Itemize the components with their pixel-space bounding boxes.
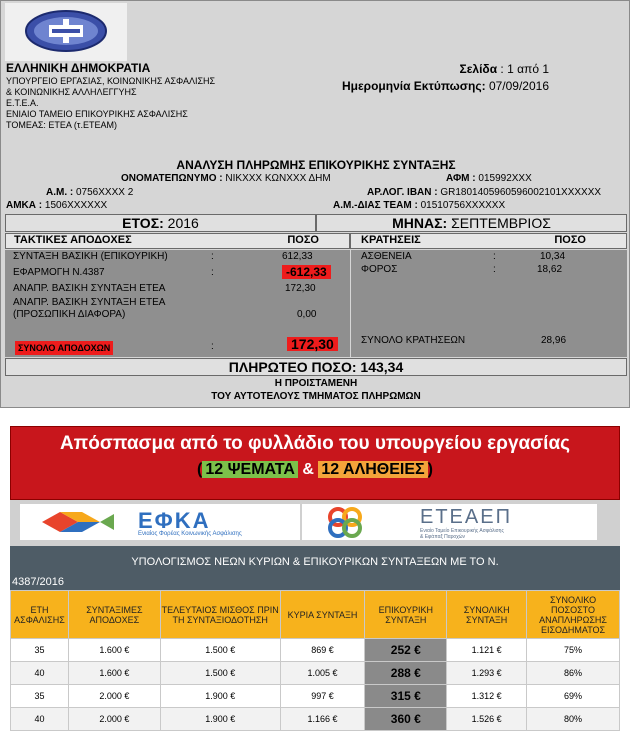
earning-label: ΑΝΑΠΡ. ΒΑΣΙΚΗ ΣΥΝΤΑΞΗ ΕΤΕΑ bbox=[13, 297, 166, 308]
efka-subtitle: Ενιαίος Φορέας Κοινωνικής Ασφάλισης bbox=[138, 531, 242, 537]
signature-department: ΤΟΥ ΑΥΤΟΤΕΛΟΥΣ ΤΜΗΜΑΤΟΣ ΠΛΗΡΩΜΩΝ bbox=[211, 391, 421, 402]
payment-statement: ΕΛΛΗΝΙΚΗ ΔΗΜΟΚΡΑΤΙΑ ΥΠΟΥΡΓΕΙΟ ΕΡΓΑΣΙΑΣ, ΚΟΙΝΩΝΙΚΗΣ ΑΣΦΑΛΙΣΗΣ & ΚΟΙΝΩΝΙΚΗΣ ΑΛΛΗΛΕΓΓΥΗΣ Ε.Τ.Ε.Α. ΕΝΙΑΙΟ ΤΑΜΕΙΟ ΕΠΙΚΟΥΡΙΚΗΣ ΑΣΦΑΛΙΣΗΣ ΤΟΜΕΑΣ: ΕΤΕΑ (τ.ΕΤΕΑΜ) Σελίδα : 1 από 1 Ημερομηνία Εκτύπωσης: 07/09/2016 ΑΝΑΛΥΣΗ ΠΛΗΡΩΜΗΣ ΕΠΙΚΟΥΡΙΚΗΣ ΣΥΝΤΑΞΗΣ ΟΝΟΜΑΤΕΠΩΝΥΜΟ : ΝΙΚΧΧΧ ΚΩΝΧΧΧ ΔΗΜ ΑΦΜ : 015992ΧΧΧ Α.Μ. : 0756ΧΧΧΧ 2 ΑΡ.ΛΟΓ. IBAN : GR1801405960596002101XXXXXX ΑΜΚΑ : 1506XXXXXX Α.Μ.-ΔΙΑΣ TEAM : 01510756XXXXXX ΕΤΟΣ: 2016 ΜΗΝΑΣ: ΣΕΠΤΕΜΒΡΙΟΣ ΤΑΚΤΙΚΕΣ ΑΠΟΔΟΧΕΣ ΠΟΣΟ ΚΡΑΤΗΣΕΙΣ ΠΟΣΟ ΣΥΝΤΑΞΗ ΒΑΣΙΚΗ (ΕΠΙΚΟΥΡΙΚΗ) : 612,33 ΕΦΑΡΜΟΓΗ Ν.4387 : -612,33 ΑΝΑΠΡ. ΒΑΣΙΚΗ ΣΥΝΤΑΞΗ ΕΤΕΑ 172,30 ΑΝΑΠΡ. ΒΑΣΙΚΗ ΣΥΝΤΑΞΗ ΕΤΕΑ (ΠΡΟΣΩΠΙΚΗ ΔΙΑΦΟΡΑ) 0,00 ΣΥΝΟΛΟ ΑΠΟΔΟΧΩΝ : 172,30 ΑΣΘΕΝΕΙΑ : 10,34 ΦΟΡΟΣ : 18,62 ΣΥΝΟΛΟ ΚΡΑΤΗΣΕΩΝ 28,96 ΠΛΗΡΩΤΕΟ ΠΟΣΟ: 143,34 Η ΠΡΟΙΣΤΑΜΕΝΗ ΤΟΥ ΑΥΤΟΤΕΛΟΥΣ ΤΜΗΜΑΤΟΣ ΠΛΗΡΩΜΩΝ bbox=[0, 0, 630, 408]
col-auxiliary-pension: ΕΠΙΚΟΥΡΙΚΗ ΣΥΝΤΑΞΗ bbox=[365, 591, 447, 639]
name-field: ΟΝΟΜΑΤΕΠΩΝΥΜΟ : ΝΙΚΧΧΧ ΚΩΝΧΧΧ ΔΗΜ bbox=[121, 173, 331, 184]
col-pensionable-earnings: ΣΥΝΤΑΞΙΜΕΣ ΑΠΟΔΟΧΕΣ bbox=[68, 591, 160, 639]
period-row bbox=[5, 214, 627, 232]
eteaep-subtitle-1: Ενιαίο Ταμείο Επικουρικής Ασφάλισης bbox=[420, 528, 504, 534]
eteaep-name: ΕΤΕΑΕΠ bbox=[420, 506, 513, 528]
banner-title: Απόσπασμα από το φυλλάδιο του υπουργείου εργασίας bbox=[59, 433, 571, 454]
col-last-salary: ΤΕΛΕΥΤΑΙΟΣ ΜΙΣΘΟΣ ΠΡΙΝ ΤΗ ΣΥΝΤΑΞΙΟΔΟΤΗΣΗ bbox=[160, 591, 280, 639]
table-title-bar bbox=[10, 546, 620, 590]
print-date-label: Ημερομηνία Εκτύπωσης: bbox=[341, 79, 486, 93]
earning-value-highlight: -612,33 bbox=[282, 265, 331, 279]
fund-abbr: Ε.Τ.Ε.Α. bbox=[6, 98, 39, 108]
month-cell: ΜΗΝΑΣ: ΣΕΠΤΕΜΒΡΙΟΣ bbox=[316, 214, 627, 232]
page-label: Σελίδα bbox=[459, 62, 498, 76]
banner-subtitle: ( 12 ΨΕΜΑΤΑ & 12 ΑΛΗΘΕΙΕΣ ) bbox=[197, 461, 433, 478]
statement-title: ΑΝΑΛΥΣΗ ΠΛΗΡΩΜΗΣ ΕΠΙΚΟΥΡΙΚΗΣ ΣΥΝΤΑΞΗΣ bbox=[176, 158, 456, 172]
total-deductions-label: ΣΥΝΟΛΟ ΚΡΑΤΗΣΕΩΝ bbox=[361, 335, 466, 346]
deduction-value: 10,34 bbox=[540, 251, 566, 262]
signature-title: Η ΠΡΟΙΣΤΑΜΕΝΗ bbox=[274, 378, 358, 389]
eteaep-logo bbox=[302, 504, 597, 540]
earning-label: ΑΝΑΠΡ. ΒΑΣΙΚΗ ΣΥΝΤΑΞΗ ΕΤΕΑ bbox=[13, 283, 166, 294]
amount-head-2: ΠΟΣΟ bbox=[554, 234, 586, 246]
page-value: : 1 από 1 bbox=[500, 62, 549, 76]
leaflet-banner bbox=[10, 426, 620, 500]
fund-name: ΕΝΙΑΙΟ ΤΑΜΕΙΟ ΕΠΙΚΟΥΡΙΚΗΣ ΑΣΦΑΛΙΣΗΣ bbox=[6, 109, 188, 119]
auxiliary-value: 288 € bbox=[365, 662, 447, 685]
deduction-value: 18,62 bbox=[537, 264, 563, 275]
ministry-line-1: ΥΠΟΥΡΓΕΙΟ ΕΡΓΑΣΙΑΣ, ΚΟΙΝΩΝΙΚΗΣ ΑΣΦΑΛΙΣΗΣ bbox=[6, 76, 216, 86]
earning-value: 0,00 bbox=[297, 309, 317, 320]
deduction-label: ΑΣΘΕΝΕΙΑ bbox=[361, 251, 412, 262]
issuer-block bbox=[6, 61, 215, 131]
col-years: ΕΤΗ ΑΣΦΑΛΙΣΗΣ bbox=[11, 591, 69, 639]
auxiliary-value: 315 € bbox=[365, 685, 447, 708]
deduction-label: ΦΟΡΟΣ bbox=[361, 264, 398, 275]
lies-label: 12 ΨΕΜΑΤΑ bbox=[202, 461, 298, 478]
am-field: Α.Μ. : 0756ΧΧΧΧ 2 bbox=[46, 187, 134, 198]
table-title-law: 4387/2016 bbox=[12, 576, 64, 588]
col-replacement-rate: ΣΥΝΟΛΙΚΟ ΠΟΣΟΣΤΟ ΑΝΑΠΛΗΡΩΣΗΣ ΕΙΣΟΔΗΜΑΤΟΣ bbox=[527, 591, 620, 639]
pension-table bbox=[10, 590, 620, 731]
year-cell: ΕΤΟΣ: 2016 bbox=[5, 214, 316, 232]
print-date-value: 07/09/2016 bbox=[488, 79, 549, 93]
deductions-head: ΚΡΑΤΗΣΕΙΣ bbox=[361, 234, 421, 246]
earning-label: (ΠΡΟΣΩΠΙΚΗ ΔΙΑΦΟΡΑ) bbox=[13, 309, 126, 320]
iban-field: ΑΡ.ΛΟΓ. IBAN : GR1801405960596002101XXXXXX bbox=[367, 187, 602, 198]
sector: ΤΟΜΕΑΣ: ΕΤΕΑ (τ.ΕΤΕΑΜ) bbox=[6, 120, 117, 130]
paid-amount: 143,34 bbox=[360, 359, 404, 375]
paid-amount-row: ΠΛΗΡΩΤΕΟ ΠΟΣΟ: 143,34 bbox=[5, 358, 627, 376]
table-row: 40 1.600 € 1.500 € 1.005 € 288 € 1.293 € 86% bbox=[11, 662, 620, 685]
auxiliary-value: 252 € bbox=[365, 639, 447, 662]
col-main-pension: ΚΥΡΙΑ ΣΥΝΤΑΞΗ bbox=[280, 591, 365, 639]
auxiliary-value: 360 € bbox=[365, 708, 447, 731]
eteaep-mark-icon bbox=[318, 504, 378, 540]
earning-label: ΕΦΑΡΜΟΓΗ Ν.4387 bbox=[13, 267, 105, 278]
emblem-box bbox=[5, 3, 127, 61]
amka-field: ΑΜΚΑ : 1506XXXXXX bbox=[6, 200, 108, 211]
earnings-head: ΤΑΚΤΙΚΕΣ ΑΠΟΔΟΧΕΣ bbox=[14, 234, 132, 246]
table-row: 35 1.600 € 1.500 € 869 € 252 € 1.121 € 75% bbox=[11, 639, 620, 662]
col-total-pension: ΣΥΝΟΛΙΚΗ ΣΥΝΤΑΞΗ bbox=[447, 591, 527, 639]
earning-label: ΣΥΝΤΑΞΗ ΒΑΣΙΚΗ (ΕΠΙΚΟΥΡΙΚΗ) bbox=[13, 251, 168, 262]
efka-mark-icon bbox=[38, 504, 118, 540]
table-title: ΥΠΟΛΟΓΙΣΜΟΣ ΝΕΩΝ ΚΥΡΙΩΝ & ΕΠΙΚΟΥΡΙΚΩΝ ΣΥΝΤΑΞΕΩΝ ΜΕ ΤΟ Ν. bbox=[131, 556, 499, 568]
greek-emblem-icon bbox=[23, 9, 109, 53]
total-deductions-value: 28,96 bbox=[541, 335, 567, 346]
earning-value: 612,33 bbox=[282, 251, 313, 262]
earning-value: 172,30 bbox=[285, 283, 316, 294]
eteaep-subtitle-2: & Εφάπαξ Παροχών bbox=[420, 534, 465, 540]
total-earnings-label: ΣΥΝΟΛΟ ΑΠΟΔΟΧΩΝ bbox=[15, 341, 113, 355]
afm-field: ΑΦΜ : 015992ΧΧΧ bbox=[446, 173, 532, 184]
org-name: ΕΛΛΗΝΙΚΗ ΔΗΜΟΚΡΑΤΙΑ bbox=[6, 61, 151, 75]
truths-label: 12 ΑΛΗΘΕΙΕΣ bbox=[318, 461, 427, 478]
efka-logo bbox=[20, 504, 300, 540]
columns-header bbox=[5, 233, 627, 249]
total-earnings-value: 172,30 bbox=[287, 337, 338, 351]
table-row: 40 2.000 € 1.900 € 1.166 € 360 € 1.526 € 80% bbox=[11, 708, 620, 731]
ministry-line-2: & ΚΟΙΝΩΝΙΚΗΣ ΑΛΛΗΛΕΓΓΥΗΣ bbox=[6, 87, 137, 97]
efka-name: ΕΦΚΑ bbox=[138, 508, 211, 533]
table-header-row bbox=[11, 591, 620, 639]
logos-strip bbox=[10, 500, 620, 546]
amount-head: ΠΟΣΟ bbox=[287, 234, 319, 246]
team-field: Α.Μ.-ΔΙΑΣ TEAM : 01510756XXXXXX bbox=[333, 200, 506, 211]
page-info bbox=[342, 61, 549, 95]
table-row: 35 2.000 € 1.900 € 997 € 315 € 1.312 € 69% bbox=[11, 685, 620, 708]
leaflet-excerpt bbox=[10, 426, 620, 737]
